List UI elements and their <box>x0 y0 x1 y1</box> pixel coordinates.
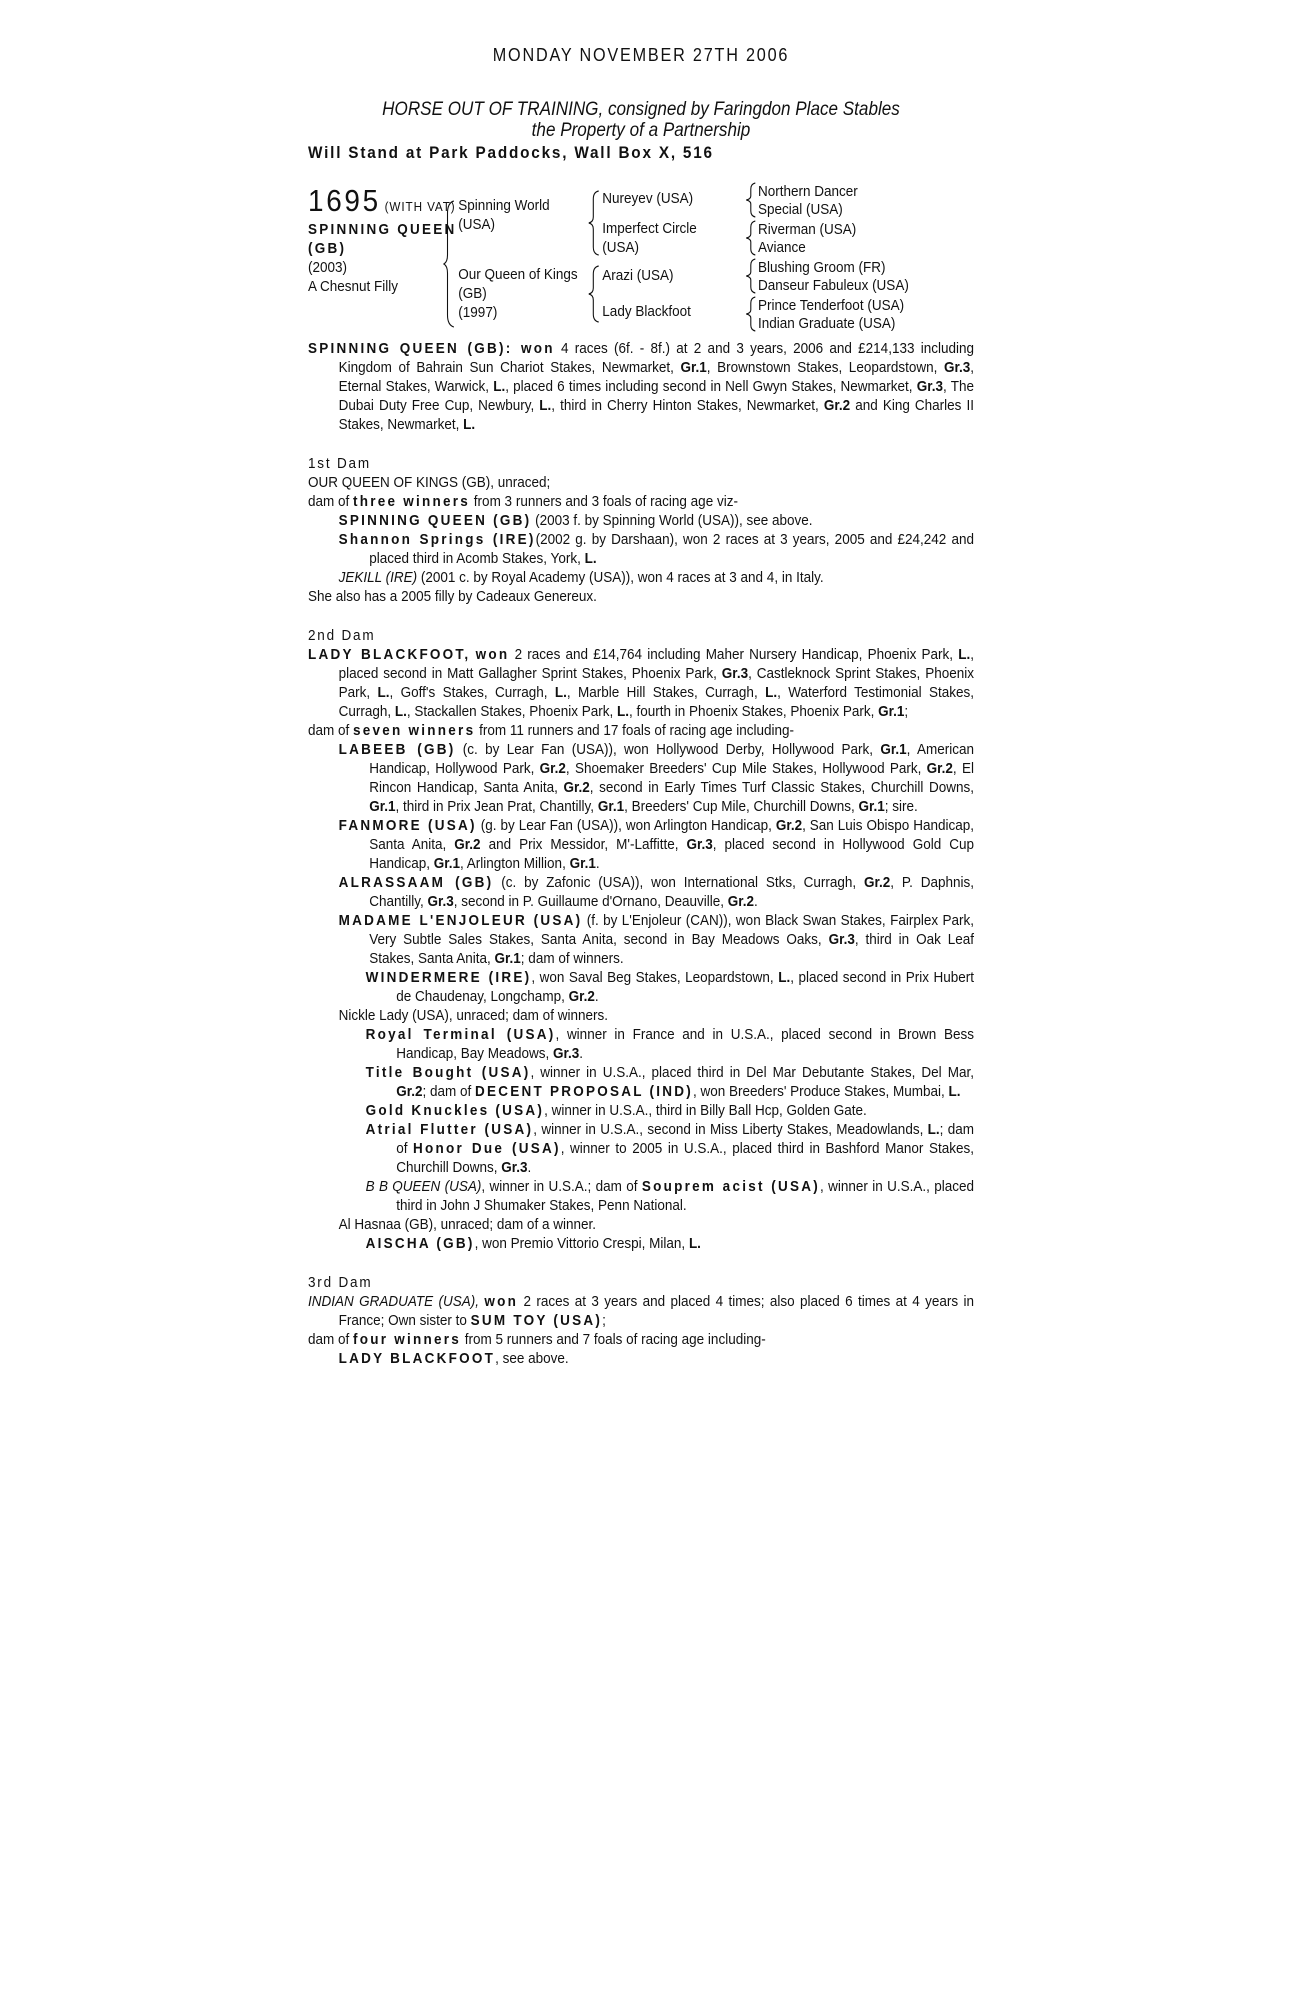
dam-parents-brace <box>588 264 601 324</box>
stand-line: Will Stand at Park Paddocks, Wall Box X, 516 <box>308 143 714 162</box>
produce-labeeb: LABEEB (GB) (c. by Lear Fan (USA)), won Hollywood Derby, Hollywood Park, Gr.1, American Handicap, Hollywood Park, Gr.2, Shoemaker Breeders' Cup Mile Stakes, Hollywood Park, Gr.2, El Rincon Handicap, Santa Anita, Gr.2, second in Early Times Turf Classic Stakes, Churchill Downs, Gr.1, third in Prix Jean Prat, Chantilly, Gr.1, Breeders' Cup Mile, Churchill Downs, Gr.1; sire. <box>338 741 975 815</box>
horse-country: (GB) <box>308 240 347 257</box>
produce-entry-2: Shannon Springs (IRE)(2002 g. by Darshaan), won 2 races at 3 years, 2005 and £24,242 and placed third in Acomb Stakes, York, L. <box>338 531 974 567</box>
produce-gold-knuckles: Gold Knuckles (USA), winner in U.S.A., third in Billy Ball Hcp, Golden Gate. <box>365 1102 867 1119</box>
produce-title-bought: Title Bought (USA), winner in U.S.A., placed third in Del Mar Debutante Stakes, Del Mar, Gr.2; dam of DECENT PROPOSAL (IND), won Breeders' Produce Stakes, Mumbai, L. <box>365 1064 974 1100</box>
sire-dam: Imperfect Circle <box>602 220 697 237</box>
horse-name: SPINNING QUEEN <box>308 221 457 238</box>
third-dam-title: 3rd Dam <box>308 1274 373 1291</box>
pedigree-table <box>308 184 974 339</box>
g-brace-3 <box>745 258 756 294</box>
catalogue-page <box>308 46 974 1368</box>
g-brace-4 <box>745 296 756 332</box>
produce-alrassaam: ALRASSAAM (GB) (c. by Zafonic (USA)), won International Stks, Curragh, Gr.2, P. Daphnis, Chantilly, Gr.3, second in P. Guillaume d'Ornano, Deauville, Gr.2. <box>338 874 974 910</box>
produce-lady-blackfoot: LADY BLACKFOOT, see above. <box>338 1350 569 1367</box>
second-dam-title: 2nd Dam <box>308 627 376 644</box>
horse-year: (2003) <box>308 259 348 276</box>
dam-country: (GB) <box>458 285 487 302</box>
g-brace-1 <box>745 182 756 218</box>
grandparent-7: Prince Tenderfoot (USA) <box>758 297 905 314</box>
grandparent-3: Riverman (USA) <box>758 221 857 238</box>
sire-sire: Nureyev (USA) <box>602 190 694 207</box>
first-dam-title: 1st Dam <box>308 455 371 472</box>
grandparent-4: Aviance <box>758 239 806 256</box>
third-dam-winners: dam of four winners from 5 runners and 7 foals of racing age including- <box>308 1331 766 1348</box>
produce-royal-terminal: Royal Terminal (USA), winner in France and in U.S.A., placed second in Brown Bess Handicap, Bay Meadows, Gr.3. <box>365 1026 974 1062</box>
vat-note: (WITH VAT) <box>384 199 456 214</box>
sire-dam-brace <box>443 199 456 329</box>
second-dam-winners: dam of seven winners from 11 runners and 17 foals of racing age including- <box>308 722 795 739</box>
grandparent-1: Northern Dancer <box>758 183 858 200</box>
grandparent-5: Blushing Groom (FR) <box>758 259 886 276</box>
sire-country: (USA) <box>458 216 496 233</box>
produce-fanmore: FANMORE (USA) (g. by Lear Fan (USA)), won Arlington Handicap, Gr.2, San Luis Obispo Handicap, Santa Anita, Gr.2 and Prix Messidor, M'-Laffitte, Gr.3, placed second in Hollywood Gold Cup Handicap, Gr.1, Arlington Million, Gr.1. <box>338 817 975 872</box>
sire-name: Spinning World <box>458 197 550 214</box>
property-line: the Property of a Partnership <box>531 120 751 141</box>
first-dam-winners: dam of three winners from 3 runners and 3 foals of racing age viz- <box>308 493 738 510</box>
produce-atrial-flutter: Atrial Flutter (USA), winner in U.S.A., second in Miss Liberty Stakes, Meadowlands, L.; dam of Honor Due (USA), winner to 2005 in U.S.A., placed third in Bashford Manor Stakes, Churchill Downs, Gr.3. <box>365 1121 975 1176</box>
produce-aischa: AISCHA (GB), won Premio Vittorio Crespi, Milan, L. <box>365 1235 701 1252</box>
sire-parents-brace <box>588 189 601 257</box>
dam-sire: Arazi (USA) <box>602 267 674 284</box>
lot-heading <box>308 184 456 218</box>
dam-dam: Lady Blackfoot <box>602 303 691 320</box>
g-brace-2 <box>745 220 756 256</box>
consignment-line: HORSE OUT OF TRAINING, consigned by Faringdon Place Stables <box>382 99 900 120</box>
sire-dam-country: (USA) <box>602 239 640 256</box>
first-dam-also: She also has a 2005 filly by Cadeaux Genereux. <box>308 588 597 605</box>
grandparent-6: Danseur Fabuleux (USA) <box>758 277 909 294</box>
third-dam-record: INDIAN GRADUATE (USA), won 2 races at 3 years and placed 4 times; also placed 6 times at 4 years in France; Own sister to SUM TOY (USA); <box>308 1293 974 1329</box>
second-dam-record: LADY BLACKFOOT, won 2 races and £14,764 including Maher Nursery Handicap, Phoenix Park, L., placed second in Matt Gallagher Sprint Stakes, Phoenix Park, Gr.3, Castleknock Sprint Stakes, Phoenix Park, L., Goff's Stakes, Curragh, L., Marble Hill Stakes, Curragh, L., Waterford Testimonial Stakes, Curragh, L., Stackallen Stakes, Phoenix Park, L., fourth in Phoenix Stakes, Phoenix Park, Gr.1; <box>308 646 975 720</box>
produce-entry-1: SPINNING QUEEN (GB) (2003 f. by Spinning World (USA)), see above. <box>338 512 813 529</box>
horse-description: A Chesnut Filly <box>308 278 399 295</box>
dam-name: Our Queen of Kings <box>458 266 578 283</box>
produce-nickle-lady: Nickle Lady (USA), unraced; dam of winners. <box>338 1007 608 1024</box>
produce-bb-queen: B B QUEEN (USA), winner in U.S.A.; dam of Souprem acist (USA), winner in U.S.A., placed third in John J Shumaker Stakes, Penn National. <box>365 1178 975 1214</box>
produce-madame: MADAME L'ENJOLEUR (USA) (f. by L'Enjoleur (CAN)), won Black Swan Stakes, Fairplex Park, Very Subtle Sales Stakes, Santa Anita, second in Bay Meadows Oaks, Gr.3, third in Oak Leaf Stakes, Santa Anita, Gr.1; dam of winners. <box>338 912 974 967</box>
summary-name: SPINNING QUEEN (GB) <box>308 340 506 357</box>
sale-date: MONDAY NOVEMBER 27TH 2006 <box>492 45 790 65</box>
produce-windermere: WINDERMERE (IRE), won Saval Beg Stakes, Leopardstown, L., placed second in Prix Hubert de Chaudenay, Longchamp, Gr.2. <box>365 969 975 1005</box>
grandparent-8: Indian Graduate (USA) <box>758 315 896 332</box>
produce-entry-3: JEKILL (IRE) (2001 c. by Royal Academy (USA)), won 4 races at 3 and 4, in Italy. <box>338 569 824 586</box>
lot-number: 1695 <box>308 183 381 218</box>
race-summary: SPINNING QUEEN (GB): won 4 races (6f. - 8f.) at 2 and 3 years, 2006 and £214,133 including Kingdom of Bahrain Sun Chariot Stakes, Newmarket, Gr.1, Brownstown Stakes, Leopardstown, Gr.3, Eternal Stakes, Warwick, L., placed 6 times including second in Nell Gwyn Stakes, Newmarket, Gr.3, The Dubai Duty Free Cup, Newbury, L., third in Cherry Hinton Stakes, Newmarket, Gr.2 and King Charles II Stakes, Newmarket, L. <box>308 340 975 433</box>
grandparent-2: Special (USA) <box>758 201 843 218</box>
produce-al-hasnaa: Al Hasnaa (GB), unraced; dam of a winner. <box>338 1216 596 1233</box>
dam-year: (1997) <box>458 304 498 321</box>
first-dam-line: OUR QUEEN OF KINGS (GB), unraced; <box>308 474 551 491</box>
